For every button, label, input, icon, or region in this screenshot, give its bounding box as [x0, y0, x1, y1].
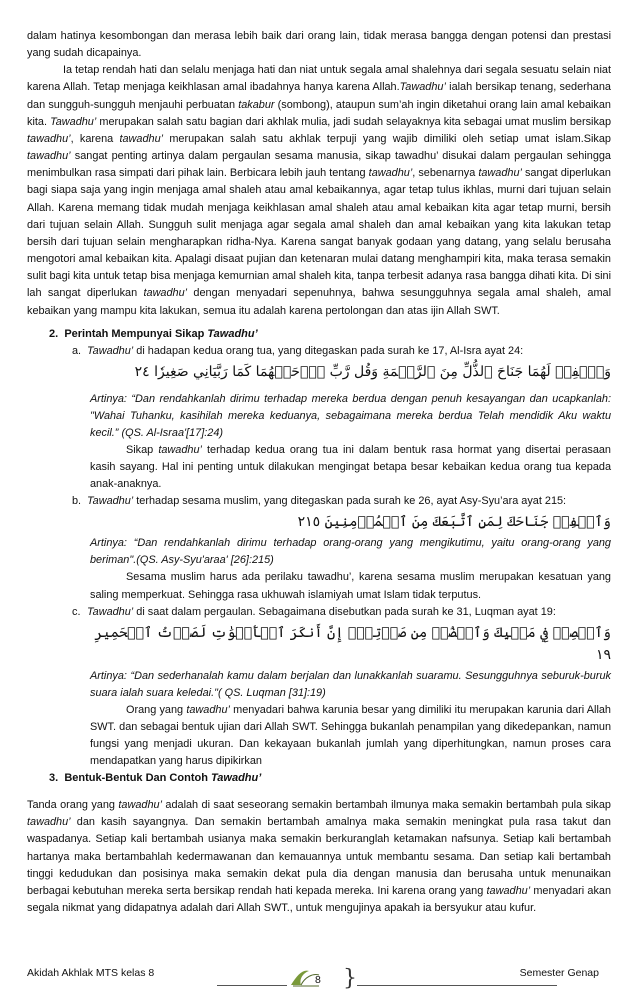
page-number: 8 [315, 974, 321, 986]
section-title-italic: Tawadhu’ [207, 327, 258, 340]
text: merupakan salah satu akhlak terpuji yang wajib dimiliki oleh setiap umat islam.Sikap [163, 132, 611, 145]
paragraph-signs-of-tawadhu [27, 797, 611, 917]
text: ialah bersikap tenang, sederhana dan sungguh-sungguh menjauhi perbuatan [27, 81, 611, 111]
text: di saat dalam pergaulan. Sebagaimana disebutkan pada surah ke 31, Luqman ayat 19: [133, 605, 556, 618]
text-italic: tawadhu’ [478, 167, 522, 180]
text-italic: tawadhu’ [143, 287, 188, 300]
footer-divider [357, 985, 557, 986]
translation-luqman: Artinya: “Dan sederhanalah kamu dalam berjalan dan lunakkanlah suaramu. Sesungguhnya seburuk-buruk suara ialah suara keledai."( QS. Luqman [31]:19) [90, 669, 611, 699]
translation-al-isra: Artinya: “Dan rendahkanlah dirimu terhadap mereka berdua dengan penuh kesayangan dan ucapkanlah: "Wahai Tuhanku, kasihilah mereka keduanya, sebagaimana mereka berdua Telah mendidik Aku waktu kecil.” (QS. Al-Israa'[17]:24) [90, 392, 611, 439]
text: Sikap [126, 443, 159, 456]
text: merupakan salah satu bagian dari akhlak mulia, jadi sudah selayaknya kita sebagai umat muslim bersikap [96, 115, 611, 128]
block-b [90, 511, 611, 603]
text-italic: Tawadhu’ [87, 605, 134, 618]
section-heading-2 [49, 326, 611, 343]
text: di hadapan kedua orang tua, yang ditegaskan pada surah ke 17, Al-Isra ayat 24: [133, 344, 524, 357]
footer-course-label: Akidah Akhlak MTS kelas 8 [27, 967, 155, 979]
list-item-b [72, 493, 611, 510]
list-label: c. [72, 605, 81, 618]
section-number: 3. [49, 772, 59, 785]
text: dengan menyadari sepenuhnya, bahwa sesungguhnya segala amal shaleh, amal kebaikan yang mampu kita lakukan, semua itu adalah karena pertolongan dan atas ijin Allah SWT. [27, 287, 612, 317]
bracket-ornament-icon: } [343, 966, 357, 991]
text: Ia tetap rendah hati dan selalu menjaga hati dan niat untuk segala amal shalehnya dari segala sesuatu selain niat karena Allah. Tetap menjaga keikhlasan amal ibadahnya hanya karena Allah. [27, 64, 611, 94]
arabic-verse-al-isra: وَٱخۡفِضۡ لَهُمَا جَنَاحَ ٱلذُّلِّ مِنَ ٱلرَّحۡمَةِ وَقُل رَّبِّ ٱرۡحَمۡهُمَا كَمَا رَبَّيَانِي صَغِيرٗا ٢٤ [134, 363, 611, 380]
section-number: 2. [49, 327, 59, 340]
text-italic: tawadhu’ [27, 816, 71, 829]
text: (sombong), ataupun sum’ah ingin diketahui orang lain amal kebaikan kita. [27, 98, 611, 128]
section-title: Bentuk-Bentuk Dan Contoh [64, 772, 211, 785]
text: Tanda orang yang [27, 799, 119, 812]
text-italic: tawadhu’ [27, 150, 71, 163]
text-italic: tawadhu’ [186, 703, 230, 716]
text: terhadap kedua orang tua ini dalam bentuk rasa hormat yang disertai perasaan kasih sayang. Hal ini penting untuk dilakukan mengingat betapa besar kebaikan kedua orang tua kepada anak-anaknya. [90, 443, 611, 491]
text: terhadap sesama muslim, yang ditegaskan pada surah ke 26, ayat Asy-Syu’ara ayat 215: [133, 495, 567, 508]
paragraph-intro: dalam hatinya kesombongan dan merasa lebih baik dari orang lain, tidak merasa bangga dengan potensi dan prestasi yang sudah dicapainya. [27, 30, 611, 60]
text: Orang yang [126, 703, 187, 716]
block-c [90, 622, 611, 771]
arabic-verse-luqman: وَٱقۡصِدۡ فِي مَشۡيِكَ وَٱغۡضُضۡ مِن صَوۡتِكَۚ إِنَّ أَنكَرَ ٱلۡأَصۡوَٰتِ لَصَوۡتُ ٱلۡحَمِيرِ ١٩ [94, 624, 611, 663]
text: adalah di saat seseorang semakin bertambah ilmunya maka semakin bertambah pula sikap [162, 799, 611, 812]
text-italic: tawadhu’ [118, 799, 162, 812]
footer-semester-label: Semester Genap [519, 967, 599, 979]
text-italic: tawadhu’ [368, 167, 413, 180]
list-label: a. [72, 344, 82, 357]
text: sangat penting artinya dalam pergaulan sesama manusia, sikap tawadhu’ disukai dalam pergaulan sehingga menimbulkan rasa simpati dari pihak lain. Berbicara lebih jauh tentang [27, 150, 611, 180]
text-italic: takabur [238, 98, 275, 111]
arabic-verse-asy-syuara: وَٱخۡفِضۡ جَنَاحَكَ لِمَنِ ٱتَّبَعَكَ مِنَ ٱلۡمُؤۡمِنِينَ ٢١٥ [297, 514, 611, 531]
translation-asy-syuara: Artinya: “Dan rendahkanlah dirimu terhadap orang-orang yang mengikutimu, yaitu orang-orang yang beriman".(QS. Asy-Syu'araa' [26]:215) [90, 537, 611, 567]
text: , karena [70, 132, 120, 145]
block-a [90, 361, 611, 494]
text: sangat diperlukan bagi siapa saja yang ingin menjaga amal shaleh atau amal kebaikannya, agar tetap tulus ikhlas, murni dari tujuan selain Allah. Karena memang tidak mudah menjaga keikhlasan amal shaleh atau amal kebaikan kita agar tetap murni, bersih dari tujuan selain Allah. Sungguh sulit menjaga agar segala amal shaleh dan amal kebaikan yang kita lakukan tetap bersih dari tujuan selain mengharapkan ridha-Nya. Karena sangat banyak godaan yang datang, yang selalu berusaha mengotori amal kebaikan kita. Apalagi disaat pujian dan ketenaran mulai datang menghampiri kita, maka terasa semakin sulit bagi kita untuk tetap bisa menjaga kemurnian amal shaleh kita, tanpa terbesit adanya rasa bangga dihati kita. Di sini lah sangat diperlukan [27, 167, 611, 300]
text-italic: tawadhu’ [158, 443, 202, 456]
text-italic: tawadhu’ [486, 884, 531, 897]
paragraph-tawadhu-definition [27, 62, 611, 319]
explanation-b: Sesama muslim harus ada perilaku tawadhu’, karena sesama muslim merupakan kesatuan yang saling memperkuat. Sehingga rasa ukhuwah islamiyah umat Islam tidak terputus. [90, 571, 611, 601]
text-italic: Tawadhu’ [87, 495, 134, 508]
list-label: b. [72, 495, 82, 508]
text-italic: Tawadhu’ [50, 115, 97, 128]
section-title-italic: Tawadhu’ [210, 772, 262, 785]
text-italic: tawadhu’ [27, 132, 71, 145]
list-item-c [72, 604, 611, 621]
text: , sebenarnya [412, 167, 479, 180]
explanation-c [90, 702, 611, 770]
page-footer [27, 967, 611, 997]
text: menyadari akan segala nikmat yang didapatnya adalah dari Allah SWT., untuk mengujinya apakah ia bersyukur atau kufur. [27, 884, 612, 915]
text: dan kasih sayangnya. Dan semakin bertambah amalnya maka semakin meningkat pula rasa takut dan waspadanya. Setiap kali bertambah usianya maka semakin berkuranglah ketamakan nafsunya. Setiap kali bertambah hartanya maka bertambahlah kedermawanan dan kemauannya untuk membantu sesama. Dan setiap kali bertambah tinggi kedudukan dan posisinya maka semakin dekat pula dia dengan manusia dan berusaha untuk menunaikan berbagai kebutuhan mereka serta bersikap rendah hati kepada mereka. Ini karena orang yang [27, 816, 611, 897]
list-item-a [72, 343, 611, 360]
text-italic: Tawadhu’ [87, 344, 134, 357]
footer-divider [217, 985, 287, 986]
text: menyadari bahwa karunia besar yang dimiliki itu merupakan karunia dari Allah SWT. dan sebagai bentuk ujian dari Allah SWT. Sehingga bukanlah penampilan yang dikedepankan, namun fungsi yang menjadi ukuran. Dan kekayaan bukanlah jumlah yang diperhitungkan, namun proses cara mendapatkan yang harus dipikirkan [90, 703, 611, 768]
text-italic: Tawadhu’ [399, 81, 446, 94]
section-title: Perintah Mempunyai Sikap [64, 327, 208, 340]
document-page [27, 28, 611, 917]
text-italic: tawadhu’ [119, 132, 164, 145]
explanation-a [90, 442, 611, 493]
section-heading-3 [49, 770, 611, 787]
